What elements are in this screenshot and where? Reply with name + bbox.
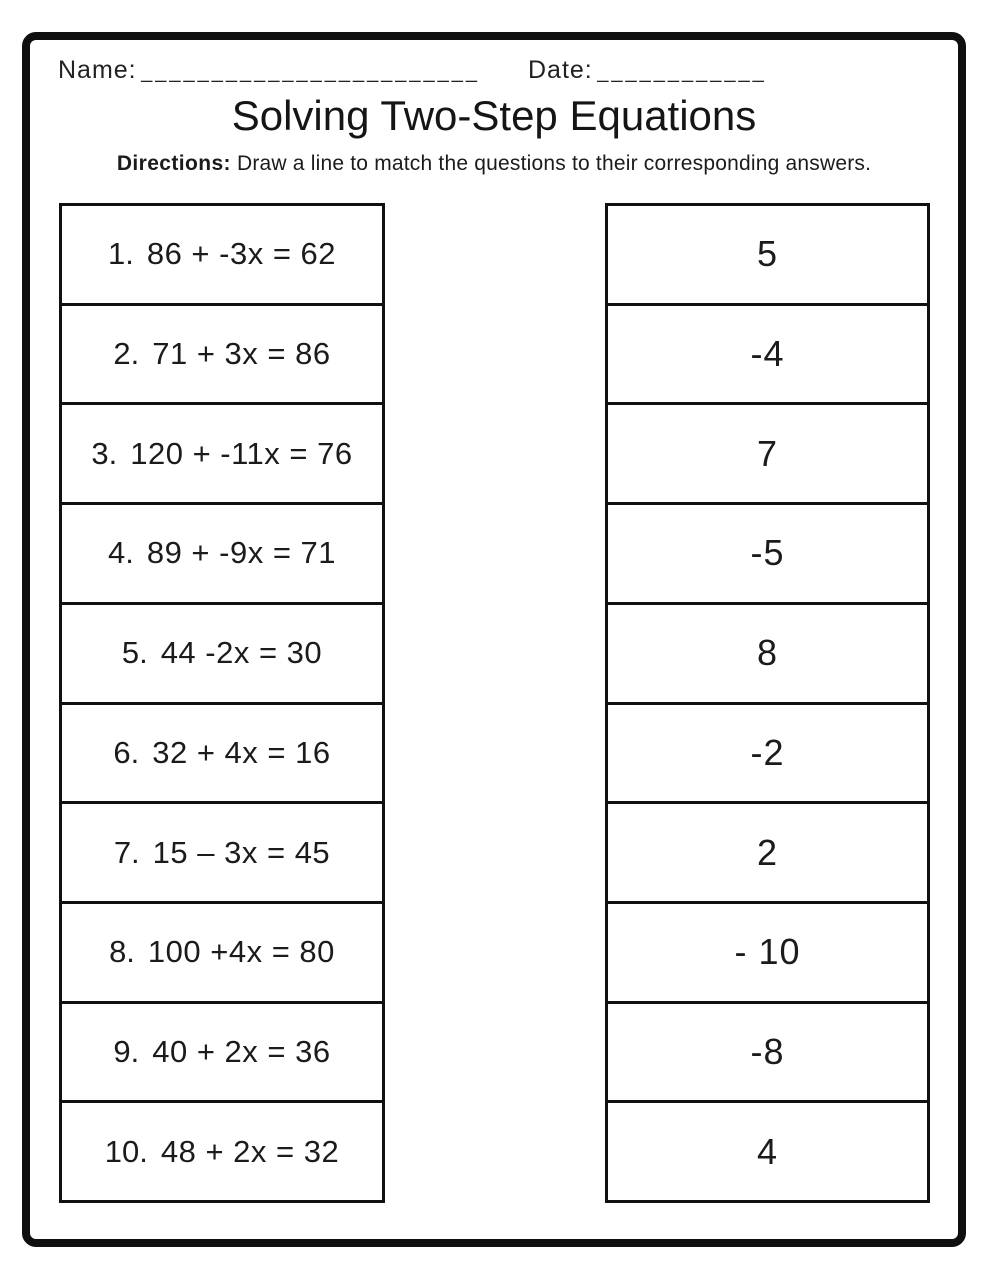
answer-row-7[interactable] bbox=[608, 804, 927, 904]
question-row-10[interactable] bbox=[62, 1103, 382, 1200]
question-row-7[interactable] bbox=[62, 804, 382, 904]
question-row-3[interactable] bbox=[62, 405, 382, 505]
question-number: 8. bbox=[109, 934, 135, 970]
question-number: 5. bbox=[121, 635, 148, 671]
directions-text bbox=[30, 152, 958, 176]
question-equation: 100 +4x = 80 bbox=[147, 934, 335, 970]
answer-row-5[interactable] bbox=[608, 605, 927, 705]
answer-row-6[interactable] bbox=[608, 705, 927, 805]
question-number: 4. bbox=[107, 535, 134, 571]
name-label: Name: bbox=[58, 56, 137, 84]
answer-row-10[interactable] bbox=[608, 1103, 927, 1200]
answer-value: 5 bbox=[756, 233, 779, 275]
question-number: 10. bbox=[104, 1133, 148, 1169]
answer-row-2[interactable] bbox=[608, 306, 927, 406]
directions-label: Directions: bbox=[116, 152, 231, 175]
answer-value: -8 bbox=[750, 1030, 785, 1072]
answer-row-8[interactable] bbox=[608, 904, 927, 1004]
question-number: 7. bbox=[113, 834, 140, 870]
answer-value: 4 bbox=[756, 1130, 779, 1172]
question-row-4[interactable] bbox=[62, 505, 382, 605]
question-row-5[interactable] bbox=[62, 605, 382, 705]
answers-table bbox=[605, 203, 930, 1203]
question-equation: 120 + -11x = 76 bbox=[130, 435, 353, 471]
date-field bbox=[528, 56, 767, 85]
answer-value: -4 bbox=[750, 333, 785, 375]
answer-value: 8 bbox=[756, 632, 779, 674]
page-border bbox=[22, 32, 966, 1247]
question-row-2[interactable] bbox=[62, 306, 382, 406]
question-row-1[interactable] bbox=[62, 206, 382, 306]
question-row-8[interactable] bbox=[62, 904, 382, 1004]
question-equation: 40 + 2x = 36 bbox=[152, 1033, 331, 1069]
answer-value: -2 bbox=[750, 731, 785, 773]
header-row bbox=[58, 56, 938, 92]
question-number: 2. bbox=[113, 336, 140, 372]
question-number: 1. bbox=[107, 236, 134, 272]
directions-body: Draw a line to match the questions to their corresponding answers. bbox=[236, 152, 872, 175]
question-equation: 48 + 2x = 32 bbox=[160, 1133, 340, 1169]
question-equation: 32 + 4x = 16 bbox=[152, 734, 331, 770]
answer-value: 7 bbox=[756, 432, 779, 474]
name-fill-line[interactable]: ________________________ bbox=[141, 61, 481, 83]
question-number: 3. bbox=[91, 435, 118, 471]
question-row-9[interactable] bbox=[62, 1004, 382, 1104]
answer-row-1[interactable] bbox=[608, 206, 927, 306]
question-number: 9. bbox=[113, 1033, 140, 1069]
answer-value: - 10 bbox=[734, 931, 801, 973]
answer-value: 2 bbox=[756, 831, 779, 873]
date-label: Date: bbox=[528, 56, 593, 84]
date-fill-line[interactable]: ____________ bbox=[597, 61, 767, 83]
question-number: 6. bbox=[113, 734, 140, 770]
question-equation: 86 + -3x = 62 bbox=[146, 236, 337, 272]
question-row-6[interactable] bbox=[62, 705, 382, 805]
question-equation: 71 + 3x = 86 bbox=[152, 336, 331, 372]
answer-row-9[interactable] bbox=[608, 1004, 927, 1104]
question-equation: 89 + -9x = 71 bbox=[146, 535, 337, 571]
question-equation: 15 – 3x = 45 bbox=[152, 834, 331, 870]
questions-table bbox=[59, 203, 385, 1203]
worksheet-title: Solving Two-Step Equations bbox=[231, 92, 757, 139]
answer-row-4[interactable] bbox=[608, 505, 927, 605]
answer-row-3[interactable] bbox=[608, 405, 927, 505]
name-field bbox=[58, 56, 480, 85]
question-equation: 44 -2x = 30 bbox=[160, 635, 323, 671]
answer-value: -5 bbox=[750, 532, 785, 574]
